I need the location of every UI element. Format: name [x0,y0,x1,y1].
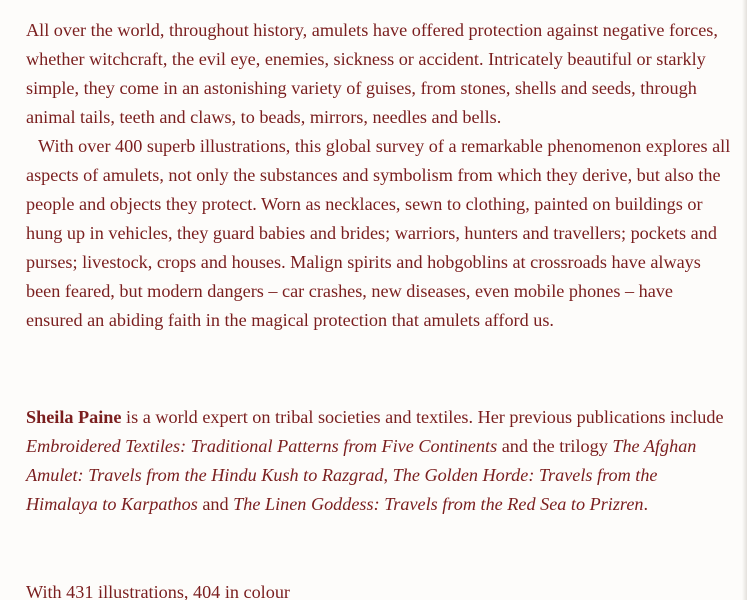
book-blurb [26,16,731,335]
author-bio-paragraph [26,403,731,519]
illustrations-note: With 431 illustrations, 404 in colour [26,582,290,600]
author-bio-text-3: , [383,465,393,485]
book-title-linen-goddess: The Linen Goddess: Travels from the Red Sea to Prizren [233,494,644,514]
book-title-afghan-amulet: The Afghan Amulet: Travels from the Hindu Kush to Razgrad [26,436,697,485]
author-bio [26,403,731,519]
author-bio-text-4: and [197,494,234,514]
page-edge-shadow [742,0,747,600]
book-title-embroidered-textiles: Embroidered Textiles: Traditional Patterns from Five Continents [26,436,498,456]
blurb-paragraph-2: With over 400 superb illustrations, this global survey of a remarkable phenomenon explores all aspects of amulets, not only the substances and symbolism from which they derive, but also the people and objects they protect. Worn as necklaces, sewn to clothing, painted on buildings or hung up in vehicles, they guard babies and brides; warriors, hunters and travellers; pockets and purses; livestock, crops and houses. Malign spirits and hobgoblins at crossroads have always been feared, but modern dangers – car crashes, new diseases, even mobile phones – have ensured an abiding faith in the magical protection that amulets afford us. [26,136,731,330]
blurb-paragraph-1: All over the world, throughout history, amulets have offered protection against negative forces, whether witchcraft, the evil eye, enemies, sickness or accident. Intricately beautiful or starkly simple, they come in an astonishing variety of guises, from stones, shells and seeds, through animal tails, teeth and claws, to beads, mirrors, needles and bells. [26,20,718,127]
illustrations-note-block [26,578,731,600]
book-title-golden-horde: The Golden Horde: Travels from the Himalaya to Karpathos [26,465,658,514]
author-name: Sheila Paine [26,407,122,427]
author-bio-text-5: . [643,494,649,514]
author-bio-text-2: and the trilogy [497,436,613,456]
author-bio-text-1: is a world expert on tribal societies and textiles. Her previous publications include [121,407,724,427]
